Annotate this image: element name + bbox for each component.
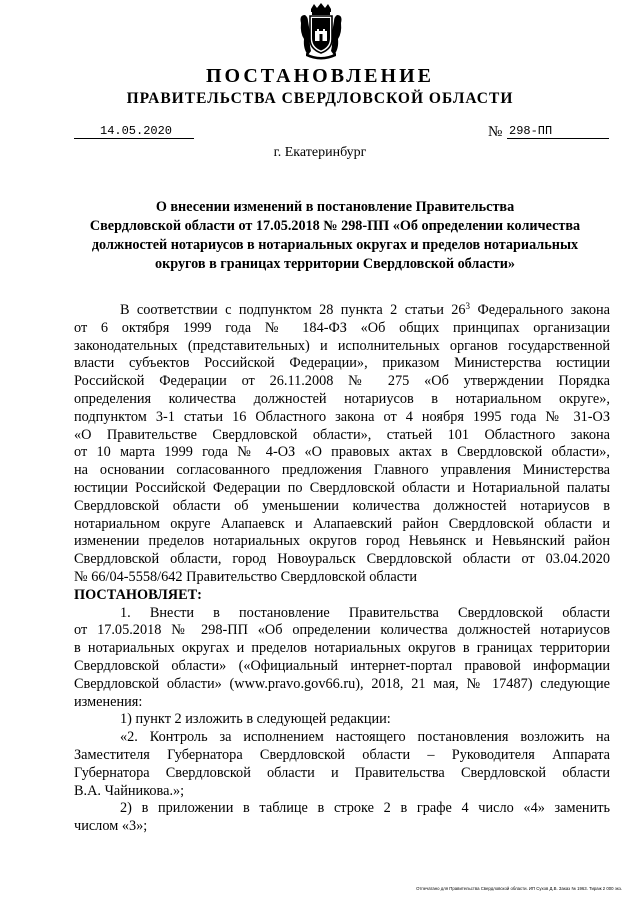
coat-of-arms-icon xyxy=(298,3,344,61)
preamble-line: подпунктом 3-1 статьи 16 Областного закона от 4 ноября 1995 года № 31-ОЗ xyxy=(74,408,610,425)
preamble-line: на основании согласованного предложения Главного управления Министерства xyxy=(74,462,610,479)
item1-first-line: 1. Внести в постановление Правительства Свердловской области xyxy=(120,604,610,621)
item1-line: Свердловской области» («Официальный интернет-портал правовой информации xyxy=(74,657,610,674)
preamble-line: власти субъектов Российской Федерации», приказом Министерства юстиции xyxy=(74,355,610,372)
quote-last-line: В.А. Чайникова.»; xyxy=(74,782,185,799)
subitem2-first-line: 2) в приложении в таблице в строке 2 в графе 4 число «4» заменить xyxy=(120,800,610,817)
resolves-heading: ПОСТАНОВЛЯЕТ: xyxy=(74,586,202,603)
quote-line: Губернатора Свердловской области и Правительства Свердловской области xyxy=(74,764,610,781)
preamble-line: «О Правительстве Свердловской области», статьей 101 Областного закона xyxy=(74,426,610,443)
document-body xyxy=(74,302,610,836)
document-number: 298-ПП xyxy=(507,123,609,139)
preamble-line: от 6 октября 1999 года № 184-ФЗ «Об общих принципах организации xyxy=(74,319,610,336)
document-date: 14.05.2020 xyxy=(74,123,194,139)
subject-line: О внесении изменений в постановление Правительства xyxy=(155,199,515,215)
number-label: № xyxy=(488,124,503,140)
document-type-title: ПОСТАНОВЛЕНИЕ xyxy=(206,65,434,87)
preamble-line: Свердловской области, город Новоуральск Свердловской области от 03.04.2020 xyxy=(74,551,610,568)
preamble-line: Российской Федерации от 26.11.2008 № 275 «Об утверждении Порядка xyxy=(74,373,610,390)
item1-line: от 17.05.2018 № 298-ПП «Об определении количества должностей нотариусов xyxy=(74,622,610,639)
preamble-text: Федерального закона xyxy=(470,302,610,318)
subitem2-last-line: числом «3»; xyxy=(74,818,148,835)
subitem1-line: 1) пункт 2 изложить в следующей редакции: xyxy=(120,711,391,728)
item1-last-line: изменения: xyxy=(74,693,143,710)
city-line: г. Екатеринбург xyxy=(273,145,367,160)
preamble-line: Свердловской области об уменьшении количества должностей нотариусов в xyxy=(74,497,610,514)
preamble-line: юстиции Российской Федерации по Свердловской области и Нотариальной палаты xyxy=(74,479,610,496)
issuer-title: ПРАВИТЕЛЬСТВА СВЕРДЛОВСКОЙ ОБЛАСТИ xyxy=(126,90,514,107)
printer-footnote: Отпечатано для Правительства Свердловской области. ИП Сухов Д.В. Заказ № 1963. Тираж 2 000 экз. xyxy=(416,886,622,891)
preamble-line: законодательных (представительных) и исполнительных органов государственной xyxy=(74,337,610,354)
item1-line: Свердловской области» (www.pravo.gov66.ru), 2018, 21 мая, № 17487) следующие xyxy=(74,675,610,692)
item1-line: в нотариальных округах и пределов нотариальных округов в границах территории xyxy=(74,640,610,657)
quote-first-line: «2. Контроль за исполнением настоящего постановления возложить на xyxy=(120,729,610,746)
subject-line: должностей нотариусов в нотариальных округах и пределов нотариальных xyxy=(91,237,579,253)
preamble-line: нотариальном округе Алапаевск и Алапаевский район Свердловской области и xyxy=(74,515,610,532)
preamble-line: от 10 марта 1999 года № 4-ОЗ «О правовых актах в Свердловской области», xyxy=(74,444,610,461)
preamble-line: определения количества должностей нотариусов в нотариальном округе», xyxy=(74,390,610,407)
quote-line: Заместителя Губернатора Свердловской области – Руководителя Аппарата xyxy=(74,746,610,763)
preamble-first-line xyxy=(74,302,610,320)
subject-line: округов в границах территории Свердловской области» xyxy=(154,256,516,272)
article-superscript: 3 xyxy=(465,301,471,311)
preamble-last-line: № 66/04-5558/642 Правительство Свердловской области xyxy=(74,568,418,585)
preamble-text: В соответствии с подпунктом 28 пункта 2 статьи 26 xyxy=(120,302,466,318)
preamble-line: изменении пределов нотариальных округов город Невьянск и Невьянский район xyxy=(74,533,610,550)
subject-line: Свердловской области от 17.05.2018 № 298-ПП «Об определении количества xyxy=(89,218,581,234)
document-subject xyxy=(60,198,610,274)
